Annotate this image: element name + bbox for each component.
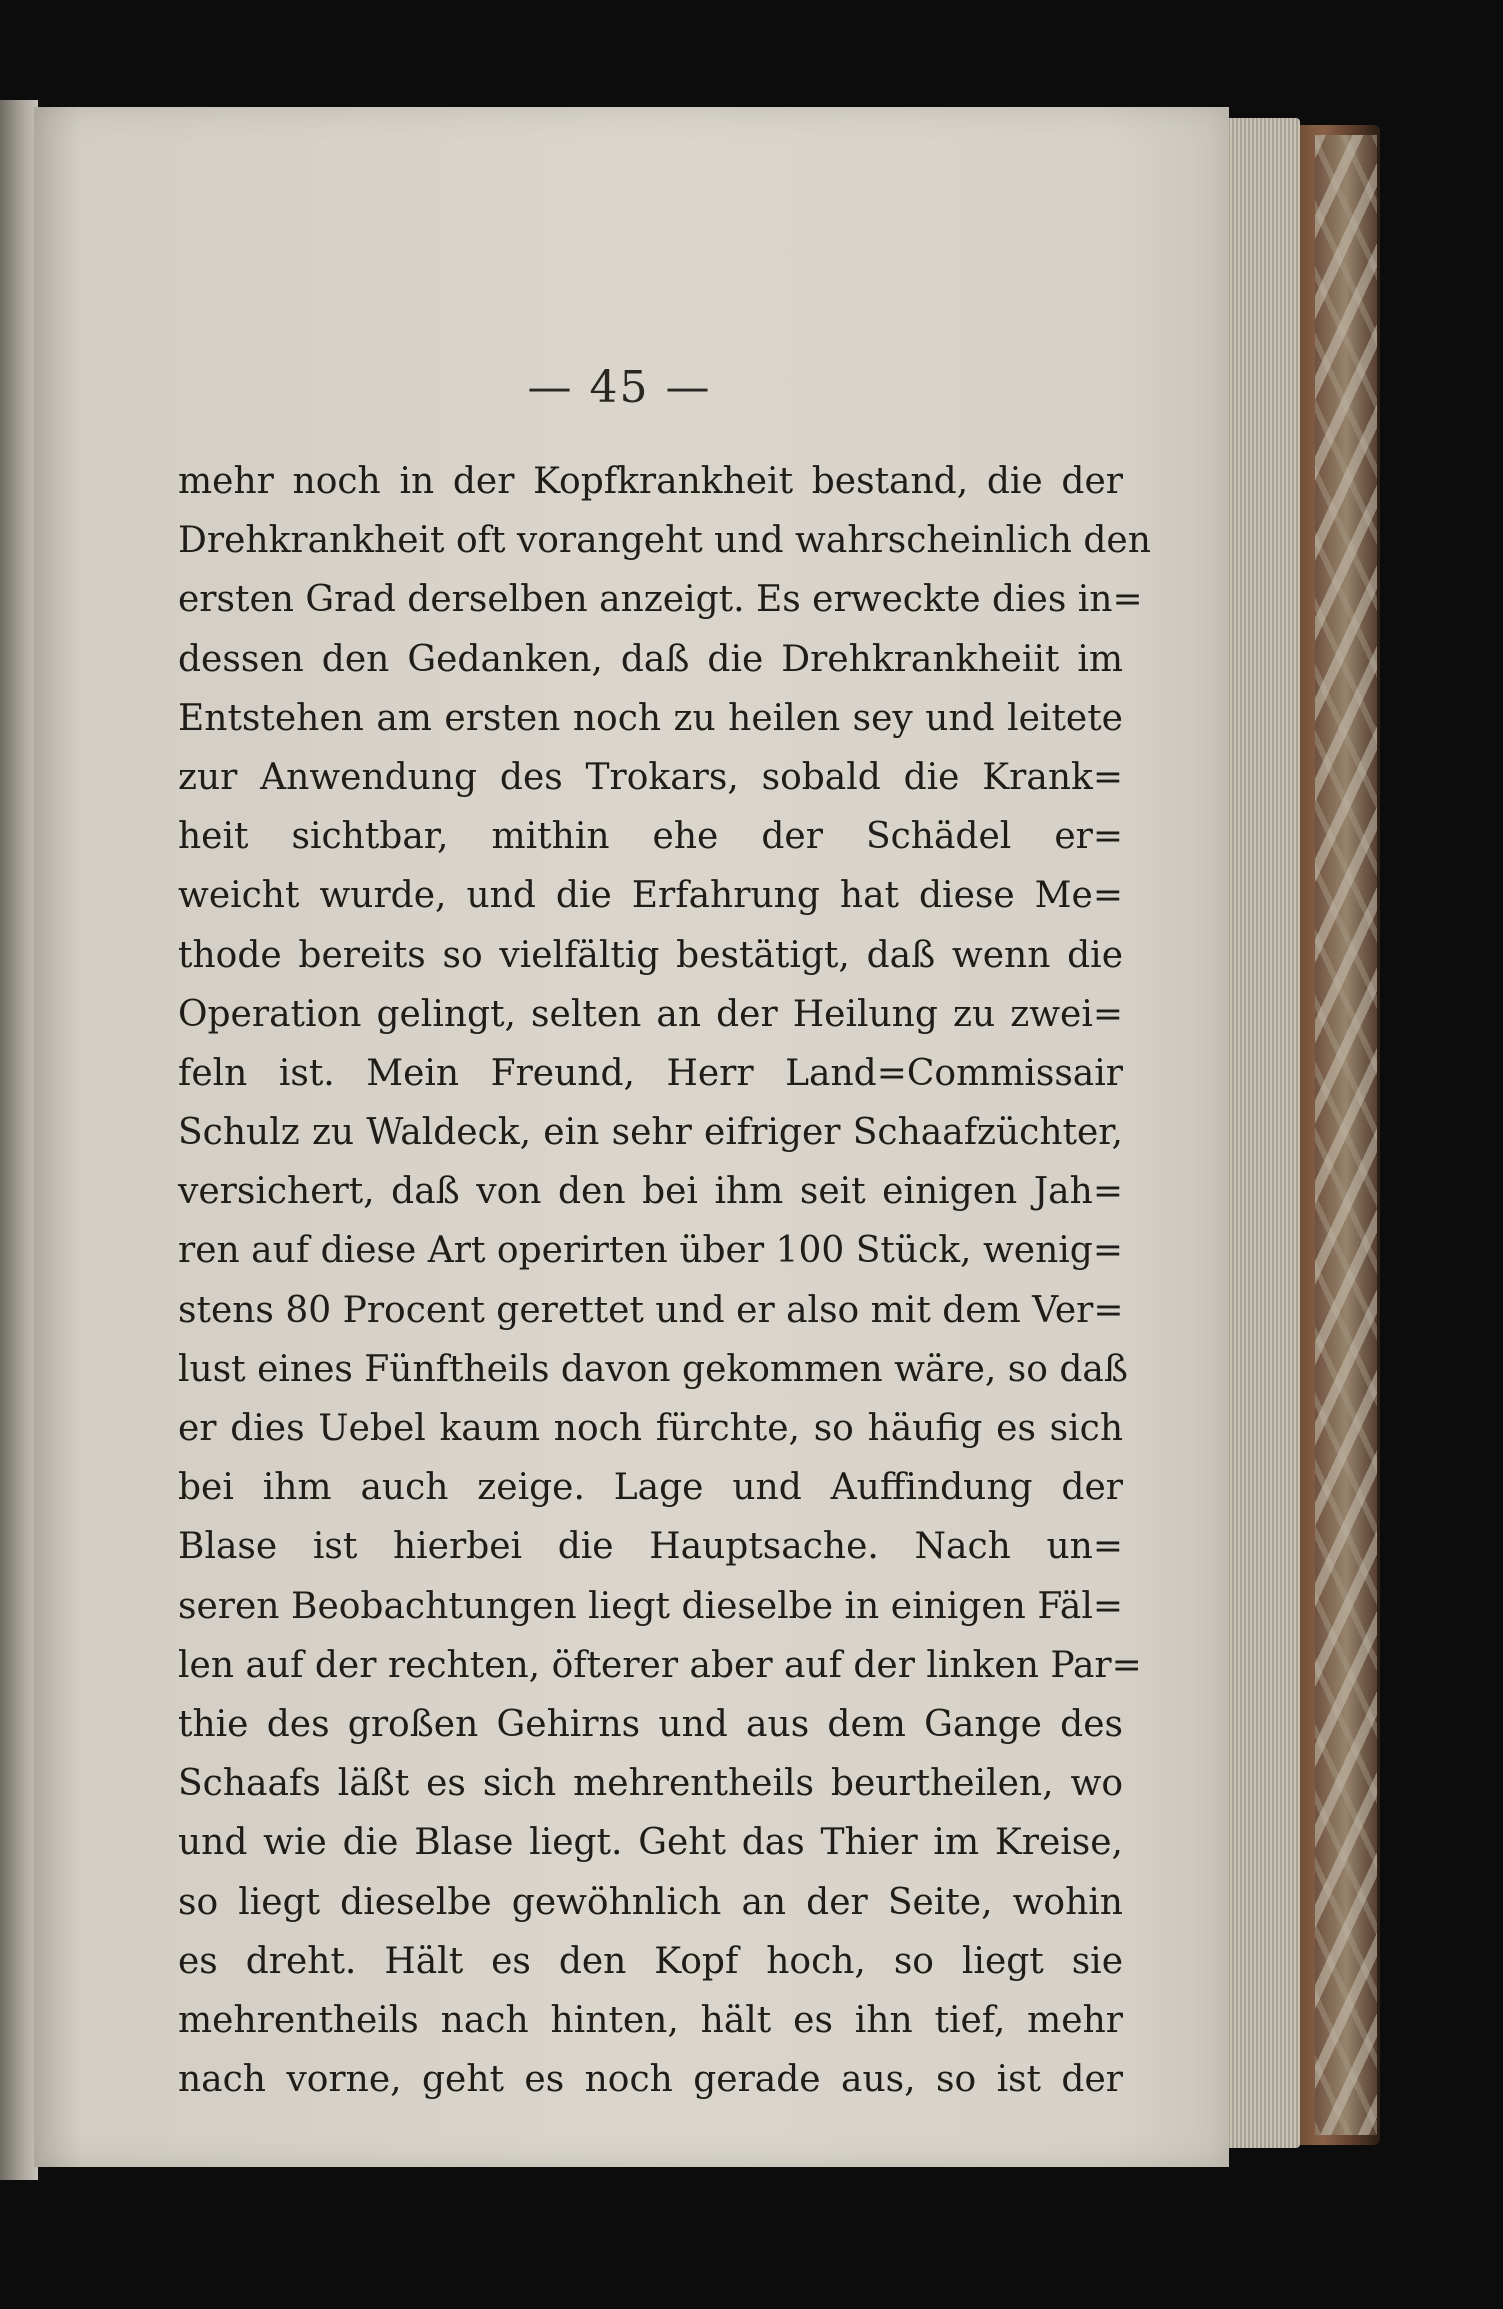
text-line: mehr noch in der Kopfkrankheit bestand, die der bbox=[178, 461, 1123, 502]
text-line: und wie die Blase liegt. Geht das Thier im Kreise, bbox=[178, 1822, 1123, 1864]
text-line: lust eines Fünftheils davon gekommen wäre, so daß bbox=[178, 1348, 1128, 1390]
page-text bbox=[178, 452, 1151, 2109]
text-line: Schulz zu Waldeck, ein sehr eifriger Schaafzüchter, bbox=[178, 1112, 1123, 1154]
text-line: er dies Uebel kaum noch fürchte, so häufig es sich bbox=[178, 1408, 1123, 1449]
text-line: zur Anwendung des Trokars, sobald die Krank= bbox=[178, 756, 1123, 798]
text-line: nach vorne, geht es noch gerade aus, so ist der bbox=[178, 2059, 1123, 2101]
book-page bbox=[34, 107, 1229, 2167]
text-line: Entstehen am ersten noch zu heilen sey und leitete bbox=[178, 697, 1123, 739]
text-line: mehrentheils nach hinten, hält es ihn tief, mehr bbox=[178, 1999, 1123, 2041]
text-line: heit sichtbar, mithin ehe der Schädel er= bbox=[178, 816, 1123, 858]
text-line: bei ihm auch zeige. Lage und Auffindung der bbox=[178, 1467, 1123, 1509]
text-line: so liegt dieselbe gewöhnlich an der Seite, wohin bbox=[178, 1881, 1123, 1923]
text-line: weicht wurde, und die Erfahrung hat diese Me= bbox=[178, 875, 1123, 917]
text-line: versichert, daß von den bei ihm seit einigen Jah= bbox=[178, 1171, 1123, 1213]
text-line: ren auf diese Art operirten über 100 Stück, wenig= bbox=[178, 1230, 1123, 1272]
text-line: ersten Grad derselben anzeigt. Es erweckte dies in= bbox=[178, 579, 1143, 621]
text-line: stens 80 Procent gerettet und er also mit dem Ver= bbox=[178, 1289, 1124, 1331]
text-line: es dreht. Hält es den Kopf hoch, so liegt sie bbox=[178, 1940, 1123, 1982]
text-line: Drehkrankheit oft vorangeht und wahrscheinlich den bbox=[178, 520, 1151, 562]
text-line: thie des großen Gehirns und aus dem Gange des bbox=[178, 1703, 1123, 1745]
text-line: seren Beobachtungen liegt dieselbe in einigen Fäl= bbox=[178, 1585, 1123, 1627]
text-line: feln ist. Mein Freund, Herr Land=Commissair bbox=[178, 1052, 1123, 1094]
text-line: Blase ist hierbei die Hauptsache. Nach un= bbox=[178, 1526, 1123, 1568]
text-line: thode bereits so vielfältig bestätigt, daß wenn die bbox=[178, 934, 1123, 976]
text-line: Operation gelingt, selten an der Heilung zu zwei= bbox=[178, 993, 1123, 1035]
marbled-cover bbox=[1315, 135, 1377, 2135]
text-line: dessen den Gedanken, daß die Drehkrankheiit im bbox=[178, 638, 1123, 680]
text-line: Schaafs läßt es sich mehrentheils beurtheilen, wo bbox=[178, 1763, 1123, 1805]
text-line: len auf der rechten, öfterer aber auf der linken Par= bbox=[178, 1644, 1142, 1686]
page-number: — 45 — bbox=[527, 362, 712, 413]
